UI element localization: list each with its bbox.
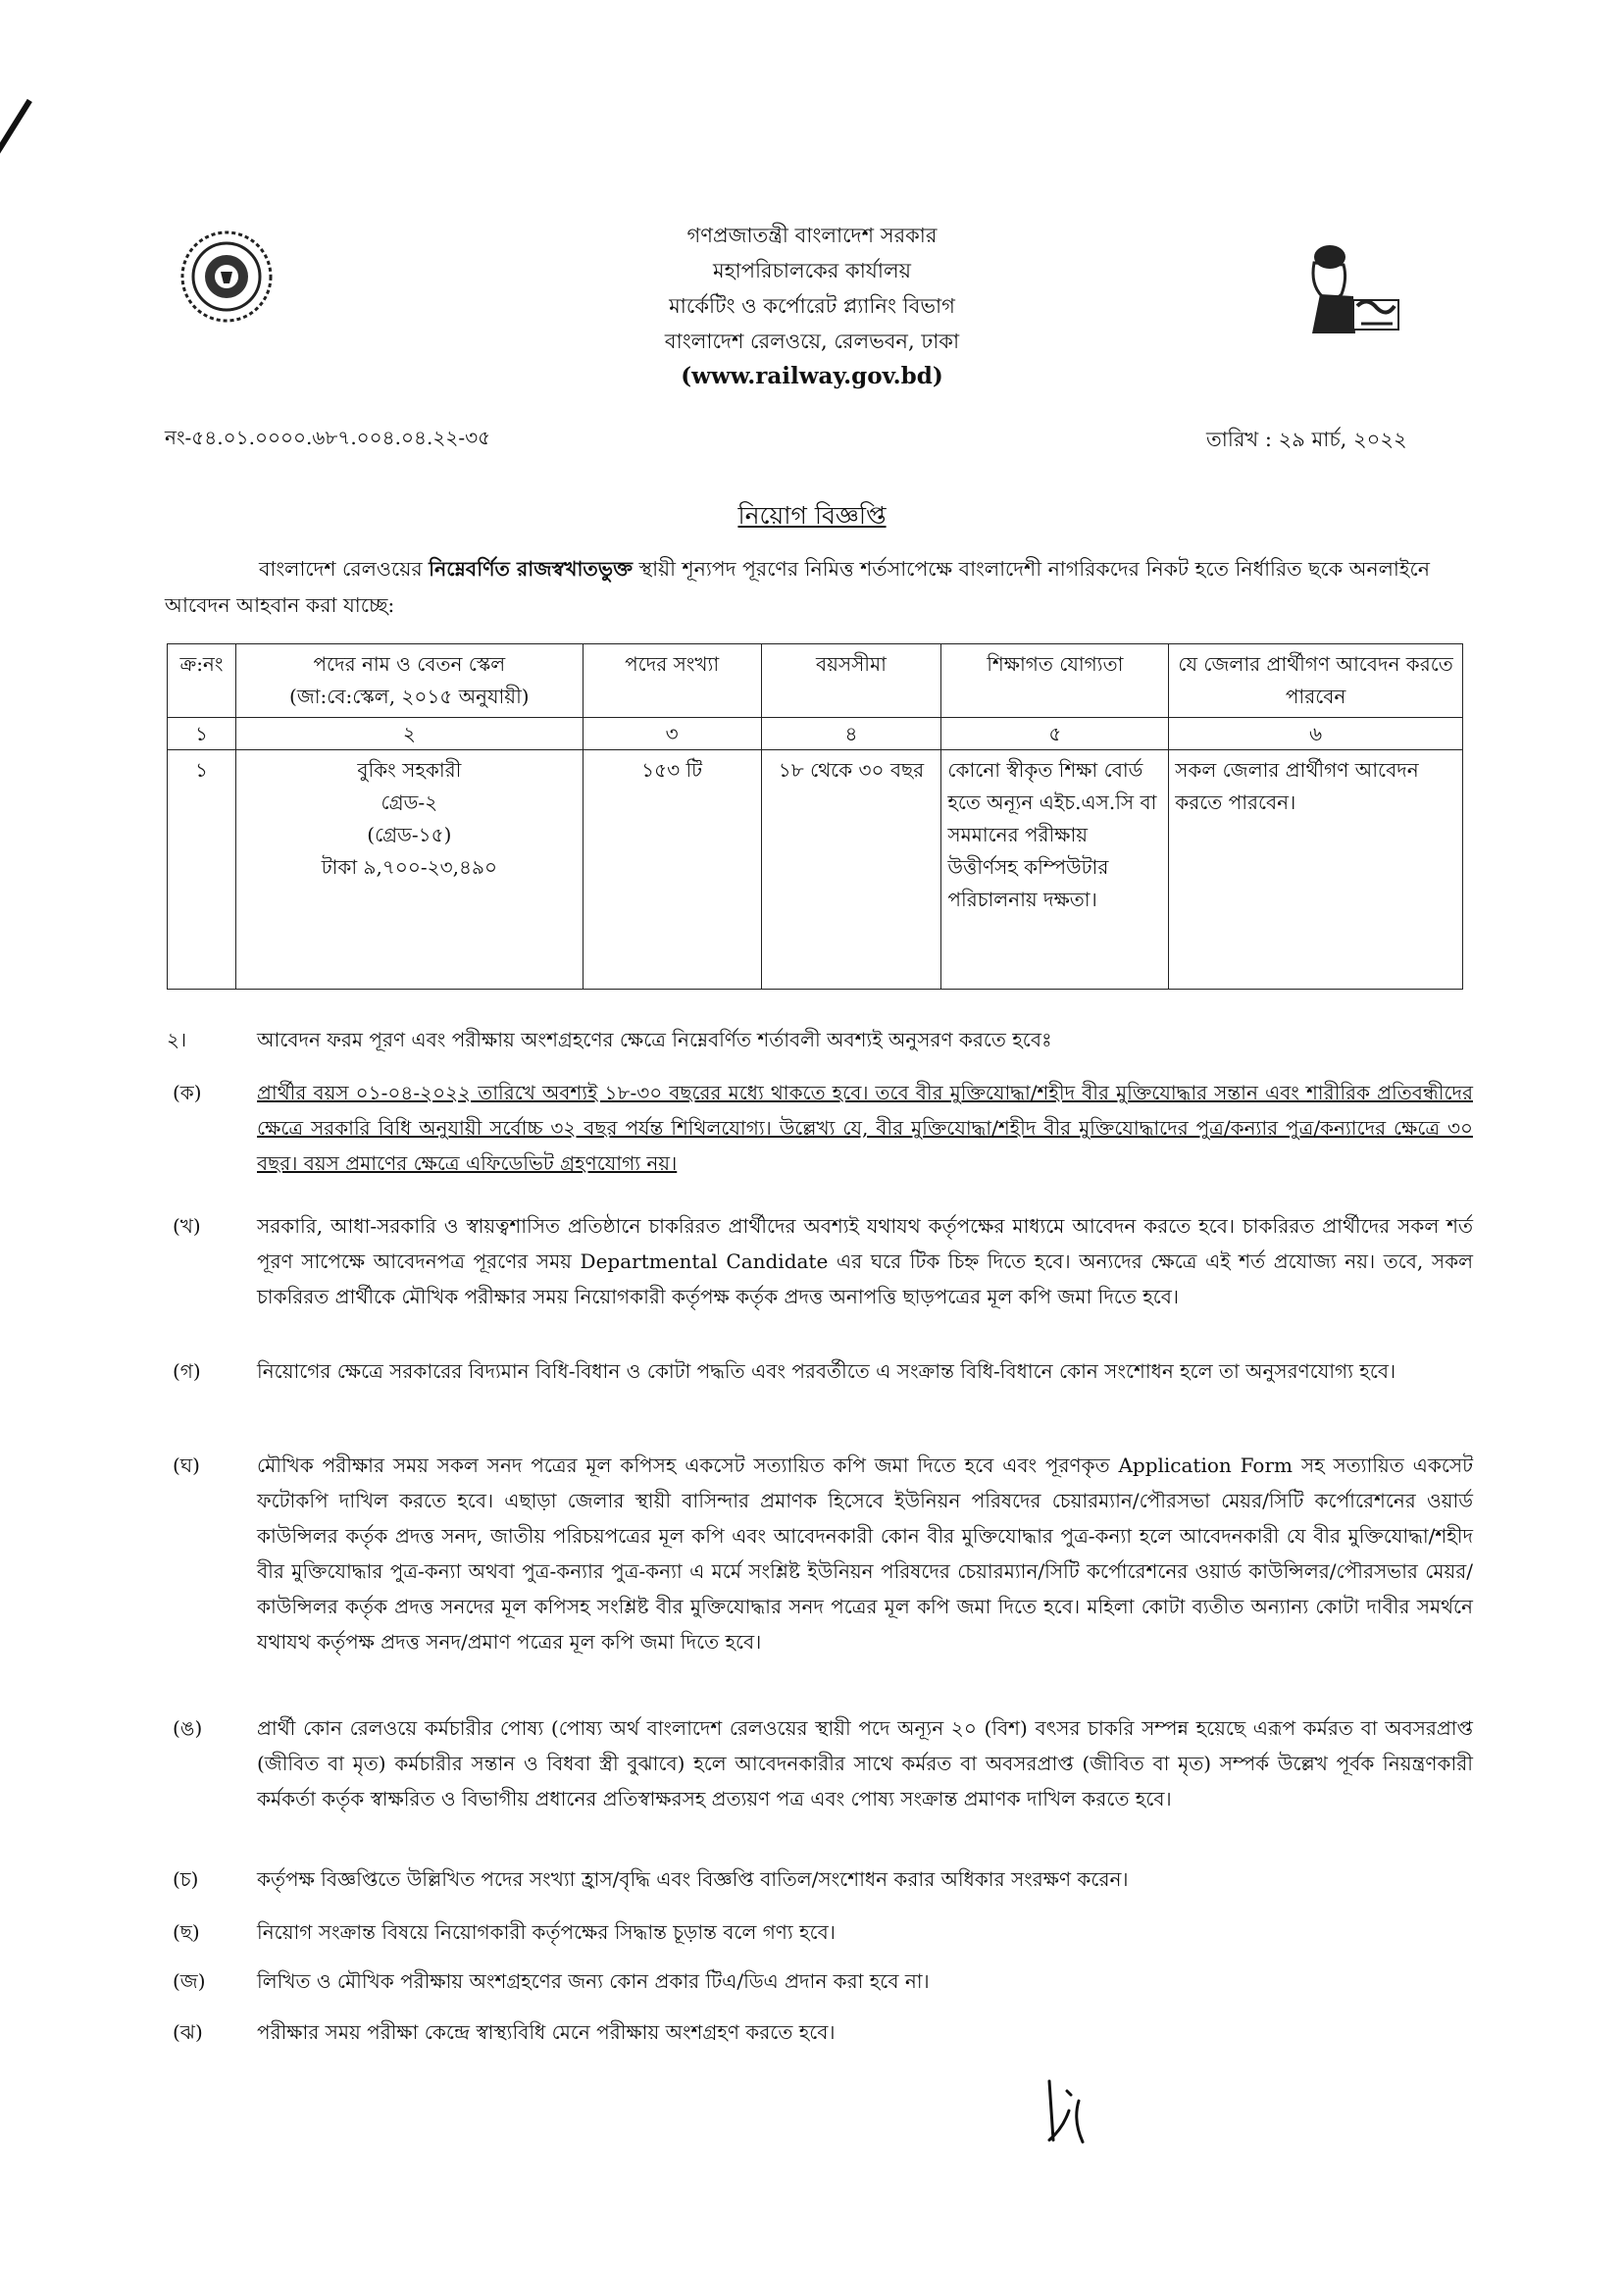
- header-line-government: গণপ্রজাতন্ত্রী বাংলাদেশ সরকার: [686, 224, 938, 247]
- cell-serial: ১: [168, 750, 236, 990]
- condition-text: কর্তৃপক্ষ বিজ্ঞপ্তিতে উল্লিখিত পদের সংখ্যা হ্রাস/বৃদ্ধি এবং বিজ্ঞপ্তি বাতিল/সংশোধন করার অধিকার সংরক্ষণ করেন।: [257, 1867, 1129, 1891]
- table-header-age: বয়সসীমা: [761, 644, 941, 718]
- table-header-education: শিক্ষাগত যোগ্যতা: [941, 644, 1169, 718]
- table-header-count: পদের সংখ্যা: [583, 644, 761, 718]
- condition-key: (ঘ): [173, 1453, 200, 1477]
- condition-text: প্রার্থীর বয়স ০১-০৪-২০২২ তারিখে অবশ্যই ১৮-৩০ বছরের মধ্যে থাকতে হবে। তবে বীর মুক্তিযোদ্ধা/শহীদ বীর মুক্তিযোদ্ধার সন্তান এবং শারীরিক প্রতিবন্ধীদের ক্ষেত্রে সরকারি বিধি অনুযায়ী সর্বোচ্চ ৩২ বছর পর্যন্ত শিথিলযোগ্য। উল্লেখ্য যে, বীর মুক্তিযোদ্ধা/শহীদ বীর মুক্তিযোদ্ধাদের পুত্র/কন্যার পুত্র/কন্যাদের ক্ষেত্রে ৩০ বছর। বয়স প্রমাণের ক্ষেত্রে এফিডেভিট গ্রহণযোগ্য নয়।: [257, 1081, 1473, 1175]
- page-title: নিয়োগ বিজ্ঞপ্তি: [737, 501, 887, 530]
- cell-age-limit: ১৮ থেকে ৩০ বছর: [761, 750, 941, 990]
- post-name: বুকিং সহকারী: [357, 758, 462, 782]
- header-website: (www.railway.gov.bd): [681, 363, 943, 389]
- condition-key: (খ): [173, 1214, 201, 1238]
- government-seal-icon: [178, 229, 275, 325]
- handwritten-initials-icon: [1040, 2071, 1108, 2150]
- condition-text: প্রার্থী কোন রেলওয়ে কর্মচারীর পোষ্য (পোষ্য অর্থ বাংলাদেশ রেলওয়ের স্থায়ী পদে অন্যূন ২০ (বিশ) বৎসর চাকরি সম্পন্ন হয়েছে এরূপ কর্মরত বা অবসরপ্রাপ্ত (জীবিত বা মৃত) কর্মচারীর সন্তান ও বিধবা স্ত্রী বুঝাবে) হলে আবেদনকারীর সাথে কর্মরত বা অবসরপ্রাপ্ত (জীবিত বা মৃত) সম্পর্ক উল্লেখ পূর্বক নিয়ন্ত্রণকারী কর্মকর্তা কর্তৃক স্বাক্ষরিত ও বিভাগীয় প্রধানের প্রতিস্বাক্ষরসহ প্রত্যয়ণ পত্র এবং পোষ্য সংক্রান্ত প্রমাণক দাখিল করতে হবে।: [257, 1716, 1473, 1810]
- condition-text: লিখিত ও মৌখিক পরীক্ষায় অংশগ্রহণের জন্য কোন প্রকার টিএ/ডিএ প্রদান করা হবে না।: [257, 1969, 930, 1993]
- condition-key: (ছ): [173, 1920, 200, 1944]
- condition-text: নিয়োগের ক্ষেত্রে সরকারের বিদ্যমান বিধি-বিধান ও কোটা পদ্ধতি এবং পরবর্তীতে এ সংক্রান্ত বিধি-বিধানে কোন সংশোধন হলে তা অনুসরণযোগ্য হবে।: [257, 1359, 1396, 1383]
- condition-key: (জ): [173, 1969, 206, 1993]
- column-number: ৬: [1169, 718, 1463, 750]
- column-number: ২: [235, 718, 583, 750]
- mujib-borsho-logo-icon: [1293, 235, 1430, 343]
- section-2-number: ২।: [167, 1028, 187, 1051]
- condition-text: মৌখিক পরীক্ষার সময় সকল সনদ পত্রের মূল কপিসহ একসেট সত্যায়িত কপি জমা দিতে হবে এবং পূরণকৃত Application Form সহ সত্যায়িত একসেট ফটোকপি দাখিল করতে হবে। এছাড়া জেলার স্থায়ী বাসিন্দার প্রমাণক হিসেবে ইউনিয়ন পরিষদের চেয়ারম্যান/পৌরসভা মেয়র/সিটি কর্পোরেশনের ওয়ার্ড কাউন্সিলর কর্তৃক প্রদত্ত সনদ, জাতীয় পরিচয়পত্রের মূল কপি এবং আবেদনকারী কোন বীর মুক্তিযোদ্ধার পুত্র-কন্যা হলে আবেদনকারী যে বীর মুক্তিযোদ্ধা/শহীদ বীর মুক্তিযোদ্ধার পুত্র-কন্যা অথবা পুত্র-কন্যার পুত্র-কন্যা এ মর্মে সংশ্লিষ্ট ইউনিয়ন পরিষদের চেয়ারম্যান/সিটি কর্পোরেশনের ওয়ার্ড কাউন্সিলর/পৌরসভার মেয়র/কাউন্সিলর কর্তৃক প্রদত্ত সনদের মূল কপিসহ সংশ্লিষ্ট বীর মুক্তিযোদ্ধার সনদ পত্রের মূল কপি জমা দিতে হবে। মহিলা কোটা ব্যতীত অন্যান্য কোটা দাবীর সমর্থনে যথাযথ কর্তৃপক্ষ প্রদত্ত সনদ/প্রমাণ পত্রের মূল কপি জমা দিতে হবে।: [257, 1453, 1473, 1654]
- memo-date-label: তারিখ :: [1206, 428, 1272, 451]
- column-number: ৪: [761, 718, 941, 750]
- section-2-text: আবেদন ফরম পূরণ এবং পরীক্ষায় অংশগ্রহণের ক্ষেত্রে নিম্নেবর্ণিত শর্তাবলী অবশ্যই অনুসরণ করতে হবেঃ: [257, 1028, 1052, 1051]
- memo-number: নং-৫৪.০১.০০০০.৬৮৭.০০৪.০৪.২২-৩৫: [165, 426, 491, 449]
- condition-key: (ক): [173, 1081, 202, 1104]
- table-header-post: পদের নাম ও বেতন স্কেল (জা:বে:স্কেল, ২০১৫ অনুযায়ী): [235, 644, 583, 718]
- table-header-districts: যে জেলার প্রার্থীগণ আবেদন করতে পারবেন: [1169, 644, 1463, 718]
- table-row: [168, 750, 1463, 990]
- cell-post: [235, 750, 583, 990]
- intro-paragraph: বাংলাদেশ রেলওয়ের নিম্নেবর্ণিত রাজস্বখাতভুক্ত স্থায়ী শূন্যপদ পূরণের নিমিত্ত শর্তসাপেক্ষে বাংলাদেশী নাগরিকদের নিকট হতে নির্ধারিত ছকে অনলাইনে আবেদন আহবান করা যাচ্ছে:: [165, 557, 1430, 617]
- memo-date-value: ২৯ মার্চ, ২০২২: [1278, 428, 1407, 451]
- post-grade: গ্রেড-২: [381, 790, 438, 814]
- cell-education: কোনো স্বীকৃত শিক্ষা বোর্ড হতে অন্যূন এইচ.এস.সি বা সমমানের পরীক্ষায় উত্তীর্ণসহ কম্পিউটার পরিচালনায় দক্ষতা।: [941, 750, 1169, 990]
- condition-key: (ঙ): [173, 1716, 203, 1740]
- cell-districts: সকল জেলার প্রার্থীগণ আবেদন করতে পারবেন।: [1169, 750, 1463, 990]
- column-number: ১: [168, 718, 236, 750]
- posts-table: [167, 643, 1463, 990]
- condition-key: (চ): [173, 1867, 199, 1891]
- column-number: ৩: [583, 718, 761, 750]
- column-number: ৫: [941, 718, 1169, 750]
- header-line-office: মহাপরিচালকের কার্যালয়: [712, 259, 911, 282]
- office-header: [420, 218, 1204, 394]
- condition-key: (গ): [173, 1359, 201, 1383]
- condition-text: সরকারি, আধা-সরকারি ও স্বায়ত্বশাসিত প্রতিষ্ঠানে চাকরিরত প্রার্থীদের অবশ্যই যথাযথ কর্তৃপক্ষের মাধ্যমে আবেদন করতে হবে। চাকরিরত প্রার্থীদের সকল শর্ত পূরণ সাপেক্ষে আবেদনপত্র পূরণের সময় Departmental Candidate এর ঘরে টিক চিহ্ন দিতে হবে। অন্যদের ক্ষেত্রে এই শর্ত প্রযোজ্য নয়। তবে, সকল চাকরিরত প্রার্থীকে মৌখিক পরীক্ষার সময় নিয়োগকারী কর্তৃপক্ষ কর্তৃক প্রদত্ত অনাপত্তি ছাড়পত্রের মূল কপি জমা দিতে হবে।: [257, 1214, 1473, 1308]
- scan-edge-mark: [0, 99, 32, 181]
- cell-count: ১৫৩ টি: [583, 750, 761, 990]
- memo-date: [1206, 424, 1407, 458]
- condition-text: পরীক্ষার সময় পরীক্ষা কেন্দ্রে স্বাস্থ্যবিধি মেনে পরীক্ষায় অংশগ্রহণ করতে হবে।: [257, 2020, 836, 2044]
- condition-text: নিয়োগ সংক্রান্ত বিষয়ে নিয়োগকারী কর্তৃপক্ষের সিদ্ধান্ত চূড়ান্ত বলে গণ্য হবে।: [257, 1920, 836, 1944]
- header-line-address: বাংলাদেশ রেলওয়ে, রেলভবন, ঢাকা: [664, 330, 960, 353]
- post-salary: টাকা ৯,৭০০-২৩,৪৯০: [321, 855, 497, 879]
- table-header-row: [168, 644, 1463, 718]
- table-header-post-sub: (জা:বে:স্কেল, ২০১৫ অনুযায়ী): [289, 685, 530, 708]
- table-column-number-row: [168, 718, 1463, 750]
- table-header-serial: ক্র:নং: [168, 644, 236, 718]
- header-line-division: মার্কেটিং ও কর্পোরেট প্ল্যানিং বিভাগ: [669, 294, 955, 318]
- condition-key: (ঝ): [173, 2020, 203, 2044]
- post-pay-grade: (গ্রেড-১৫): [367, 823, 452, 846]
